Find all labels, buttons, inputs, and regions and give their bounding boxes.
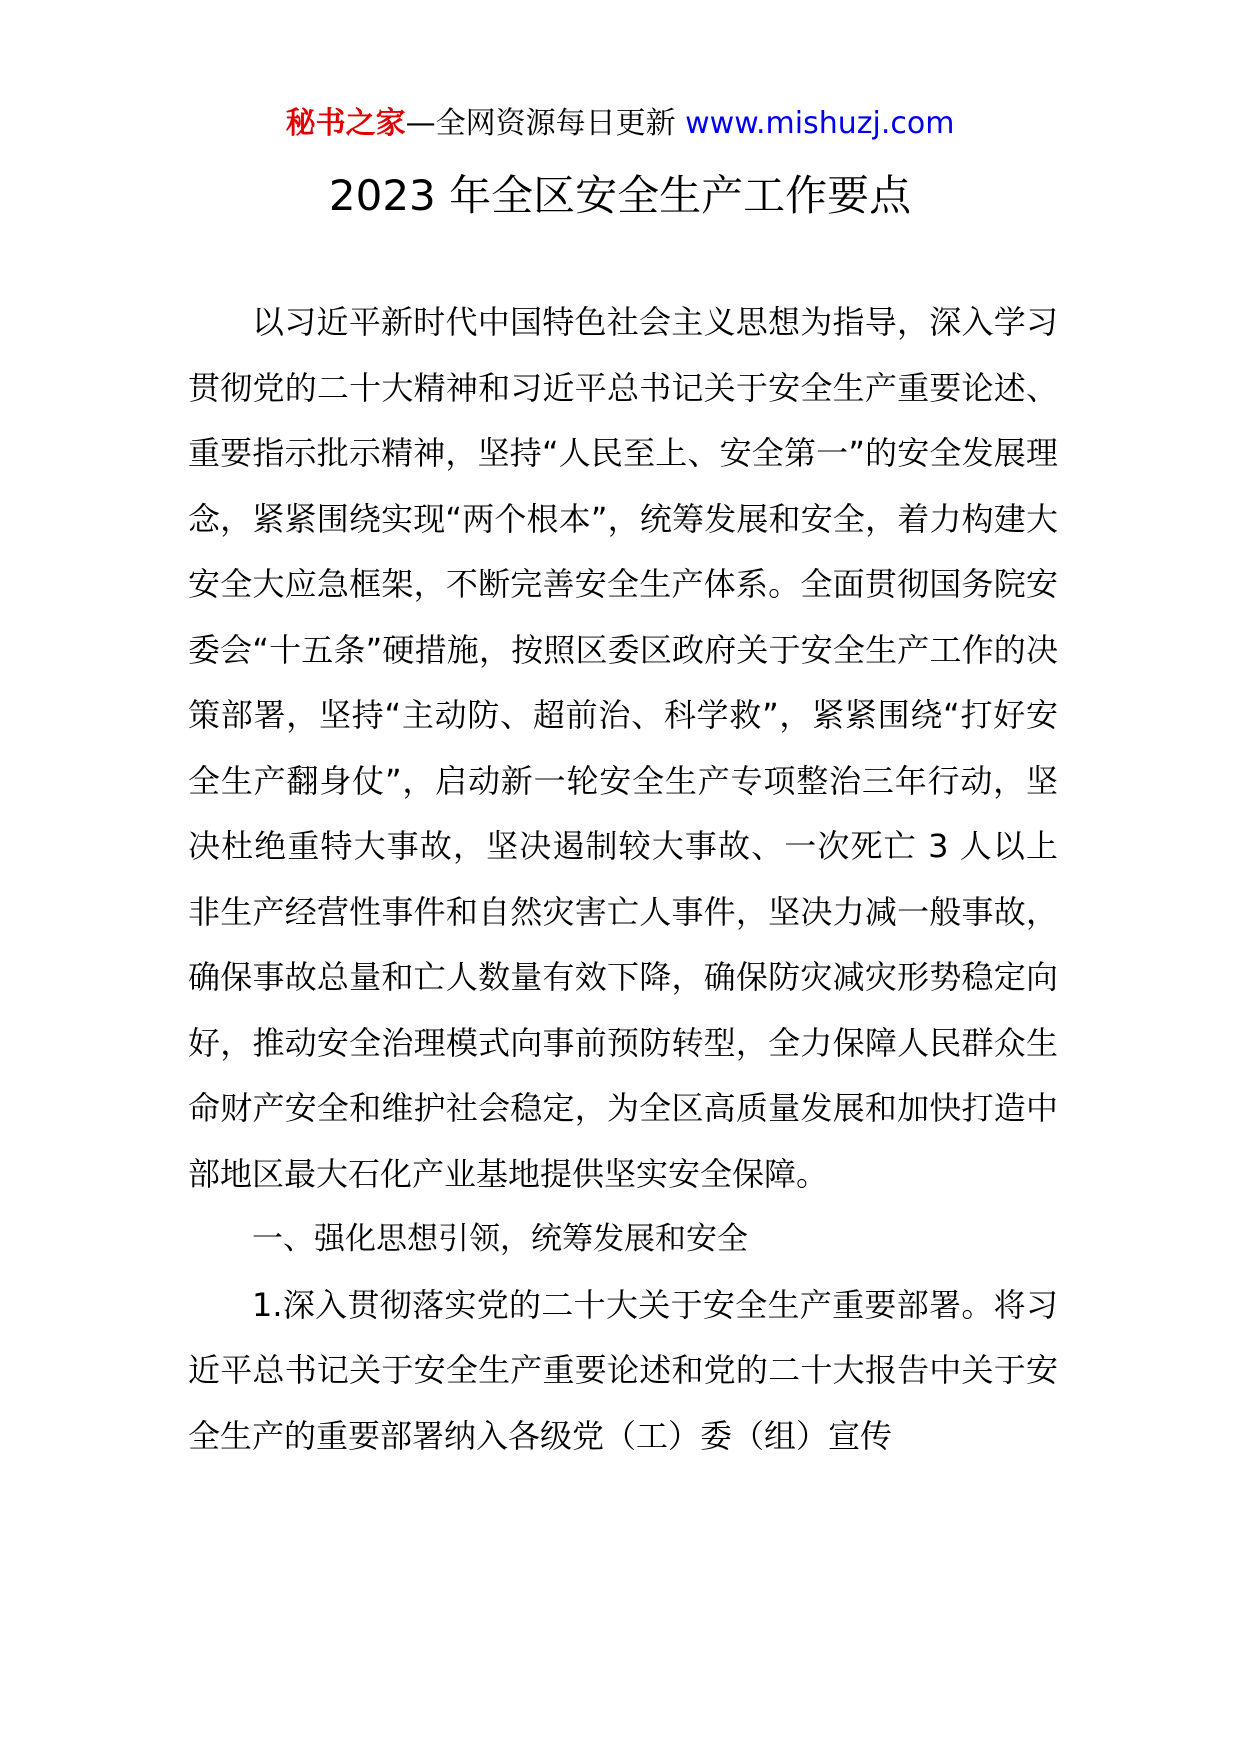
intro-paragraph: 以习近平新时代中国特色社会主义思想为指导，深入学习贯彻党的二十大精神和习近平总书记关于安全生产重要论述、重要指示批示精神，坚持“人民至上、安全第一”的安全发展理念，紧紧围绕实现“两个根本”，统筹发展和安全，着力构建大安全大应急框架，不断完善安全生产体系。全面贯彻国务院安委会“十五条”硬措施，按照区委区政府关于安全生产工作的决策部署，坚持“主动防、超前治、科学救”，紧紧围绕“打好安全生产翻身仗”，启动新一轮安全生产专项整治三年行动，坚决杜绝重特大事故，坚决遏制较大事故、一次死亡 3 人以上非生产经营性事件和自然灾害亡人事件，坚决力减一般事故，确保事故总量和亡人数量有效下降，确保防灾减灾形势稳定向好，推动安全治理模式向事前预防转型，全力保障人民群众生命财产安全和维护社会稳定，为全区高质量发展和加快打造中部地区最大石化产业基地提供坚实安全保障。 [188, 303, 1058, 1193]
site-header [0, 104, 1240, 144]
document-title: 2023 年全区安全生产工作要点 [328, 171, 912, 220]
section-heading: 一、强化思想引领，统筹发展和安全 [252, 1221, 748, 1257]
site-tagline: —全网资源每日更新 [405, 106, 686, 141]
document-body [188, 290, 1058, 1469]
site-url-link[interactable]: www.mishuzj.com [685, 106, 955, 141]
brand-name: 秘书之家 [285, 106, 406, 141]
list-item-paragraph: 1.深入贯彻落实党的二十大关于安全生产重要部署。将习近平总书记关于安全生产重要论述和党的二十大报告中关于安全生产的重要部署纳入各级党（工）委（组）宣传 [188, 1285, 1058, 1455]
